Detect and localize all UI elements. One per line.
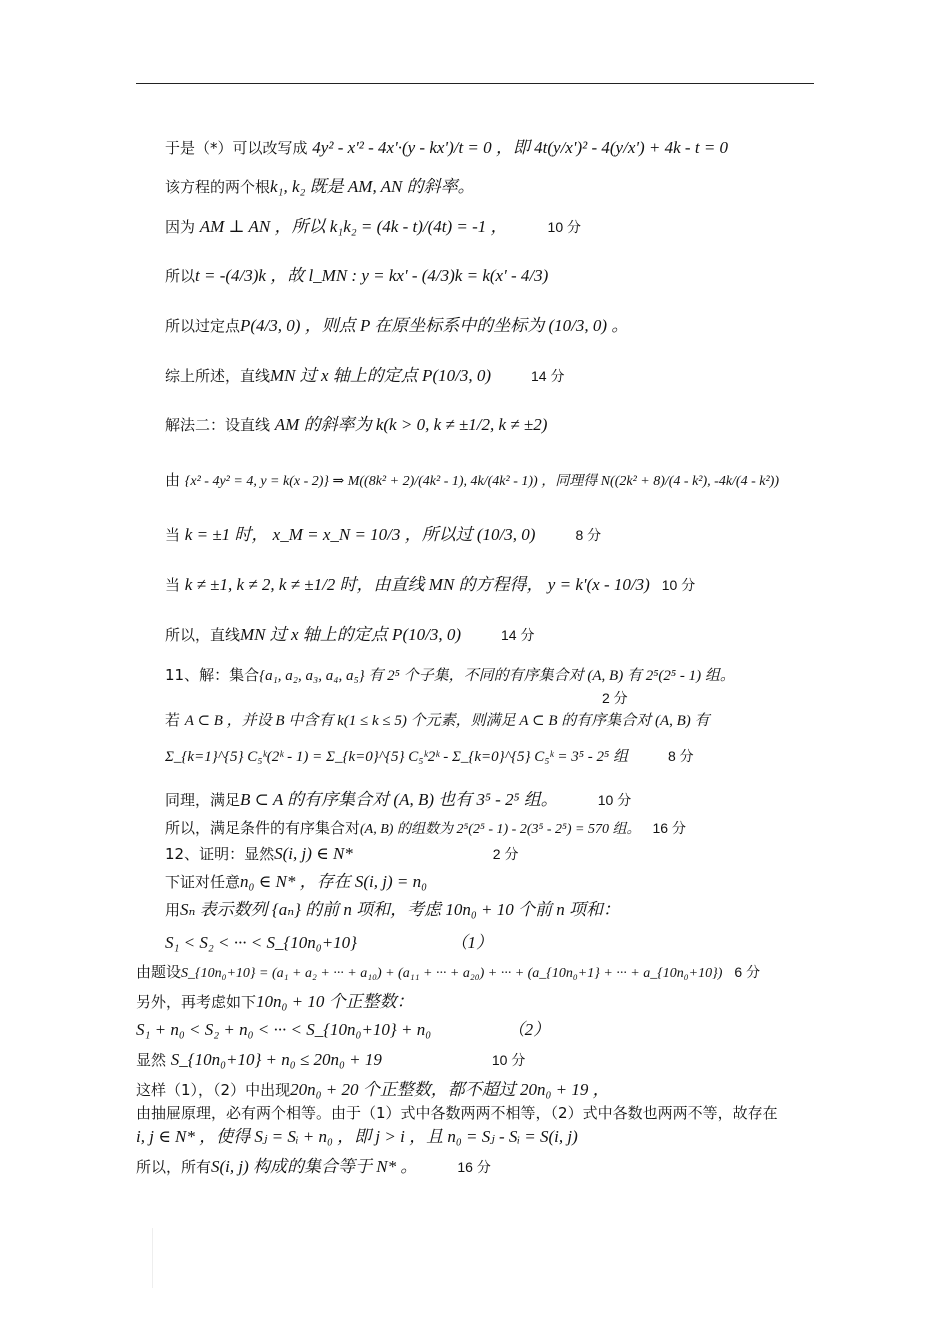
problem-12-line-9: i, j ∈ N* ，使得 Sⱼ = Sᵢ + n₀ ，即 j > i ，且 n₀ = Sⱼ - Sᵢ = S(i, j) — [136, 1127, 578, 1146]
solution-line-7: 解法二：设直线 AM 的斜率为 k(k > 0, k ≠ ±1/2, k ≠ ±2) — [165, 415, 548, 434]
solution-line-3: 因为 AM ⊥ AN ，所以 k₁k₂ = (4k - t)/(4t) = -1 ， 10 分 — [165, 217, 582, 236]
problem-12-seq-2: S₁ + n₀ < S₂ + n₀ < ··· < S_{10n₀+10} + n₀ （2） — [136, 1020, 551, 1039]
solution-line-8: 由 {x² - 4y² = 4, y = k(x - 2)} ⇒ M((8k² + 2)/(4k² - 1), 4k/(4k² - 1)) ，同理得 N((2k² + 8)/(4 - k²), -4k/(4 - k²)) — [165, 471, 779, 489]
score-mark: 10 分 — [491, 1052, 526, 1068]
problem-12-seq-1: S₁ < S₂ < ··· < S_{10n₀+10} （1） — [165, 933, 493, 952]
solution-line-9: 当 k = ±1 时， x_M = x_N = 10/3 ，所以过 (10/3, 0) 8 分 — [165, 525, 602, 544]
score-mark: 16 分 — [652, 820, 686, 836]
page-edge-line — [152, 1228, 153, 1288]
problem-12-line-6: 显然 S_{10n₀+10} + n₀ ≤ 20n₀ + 19 10 分 — [136, 1050, 526, 1069]
score-mark: 10 分 — [661, 577, 696, 593]
score-mark: 6 分 — [734, 964, 761, 980]
problem-11-line-3: 同理，满足B ⊂ A 的有序集合对 (A, B) 也有 3⁵ - 2⁵ 组。 10 分 — [165, 790, 632, 809]
header-rule — [136, 83, 814, 84]
solution-line-6: 综上所述，直线MN 过 x 轴上的定点 P(10/3, 0) 14 分 — [165, 366, 565, 385]
solution-line-5: 所以过定点P(4/3, 0) ，则点 P 在原坐标系中的坐标为 (10/3, 0) 。 — [165, 316, 629, 335]
score-mark: 8 分 — [667, 748, 694, 764]
score-mark: 10 分 — [547, 219, 582, 235]
problem-11-sum: Σ_{k=1}^{5} C₅ᵏ(2ᵏ - 1) = Σ_{k=0}^{5} C₅ᵏ2ᵏ - Σ_{k=0}^{5} C₅ᵏ = 3⁵ - 2⁵ 组 8 分 — [165, 748, 694, 765]
problem-11-line-1: 11、解：集合{a₁, a₂, a₃, a₄, a₅} 有 2⁵ 个子集，不同的有序集合对 (A, B) 有 2⁵(2⁵ - 1) 组。 — [165, 666, 735, 684]
problem-11-line-4: 所以，满足条件的有序集合对(A, B) 的组数为 2⁵(2⁵ - 1) - 2(3⁵ - 2⁵) = 570 组。 16 分 — [165, 819, 686, 837]
problem-12-line-7: 这样（1），（2）中出现20n₀ + 20 个正整数，都不超过 20n₀ + 19 ， — [136, 1080, 610, 1099]
problem-12-line-8: 由抽屉原理，必有两个相等。由于（1）式中各数两两不相等，（2）式中各数也两两不等，故存在 — [136, 1104, 778, 1122]
problem-12-line-5: 另外，再考虑如下10n₀ + 10 个正整数： — [136, 992, 414, 1011]
solution-line-4: 所以t = -(4/3)k ，故 l_MN : y = kx' - (4/3)k = k(x' - 4/3) — [165, 266, 549, 285]
score-mark: 8 分 — [575, 527, 602, 543]
solution-line-1: 于是（*）可以改写成 4y² - x'² - 4x'·(y - kx')/t = 0 ，即 4t(y/x')² - 4(y/x') + 4k - t = 0 — [165, 138, 729, 157]
score-mark: 10 分 — [597, 792, 632, 808]
solution-line-11: 所以，直线MN 过 x 轴上的定点 P(10/3, 0) 14 分 — [165, 625, 535, 644]
score-mark: 2 分 — [602, 690, 628, 706]
solution-line-10: 当 k ≠ ±1, k ≠ 2, k ≠ ±1/2 时，由直线 MN 的方程得， y = k'(x - 10/3) 10 分 — [165, 575, 696, 594]
problem-12-line-3: 用Sₙ 表示数列 {aₙ} 的前 n 项和，考虑 10n₀ + 10 个前 n 项和： — [165, 900, 621, 919]
problem-12-line-2: 下证对任意n₀ ∈ N* ，存在 S(i, j) = n₀ — [165, 872, 427, 891]
problem-12-line-1: 12、证明：显然S(i, j) ∈ N* 2 分 — [165, 844, 519, 863]
score-mark: 16 分 — [457, 1159, 491, 1175]
solution-line-2: 该方程的两个根k₁, k₂ 既是 AM, AN 的斜率。 — [165, 177, 475, 196]
score-mark: 14 分 — [531, 368, 565, 384]
problem-11-line-2: 若 A ⊂ B ，并设 B 中含有 k(1 ≤ k ≤ 5) 个元素，则满足 A ⊂ B 的有序集合对 (A, B) 有 — [165, 711, 710, 729]
score-mark: 14 分 — [501, 627, 535, 643]
problem-12-line-10: 所以，所有S(i, j) 构成的集合等于 N* 。 16 分 — [136, 1157, 491, 1176]
problem-12-line-4: 由题设S_{10n₀+10} = (a₁ + a₂ + ··· + a₁₀) + (a₁₁ + ··· + a₂₀) + ··· + (a_{10n₀+1} + ··· + a_{10n₀+10}) 6 分 — [136, 963, 761, 981]
score-mark: 2 分 — [492, 846, 519, 862]
